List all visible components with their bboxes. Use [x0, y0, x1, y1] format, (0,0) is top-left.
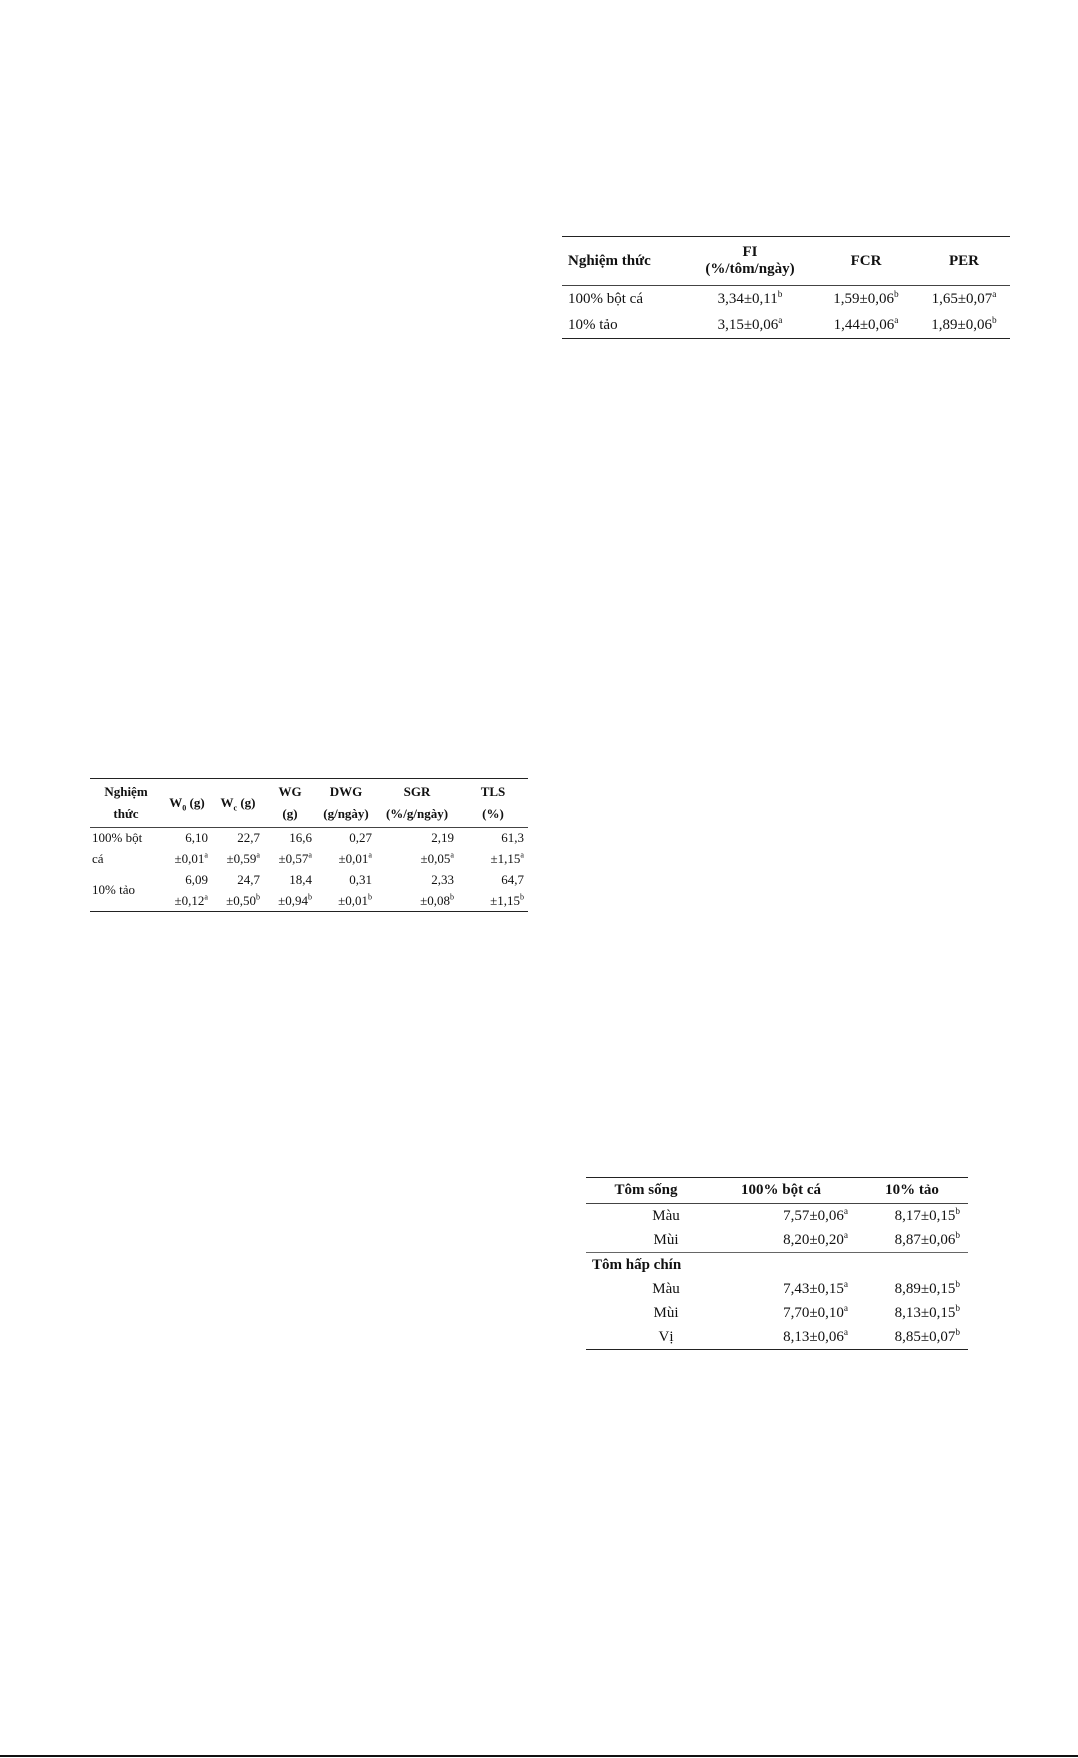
cell-fishmeal	[706, 1301, 856, 1325]
cell-sup: b	[955, 1327, 960, 1338]
cell-value: 8,89±0,15	[894, 1280, 956, 1297]
cell-value: ±0,12	[174, 892, 205, 908]
cell-sup: a	[204, 850, 208, 860]
cell-mean: 2,33	[431, 872, 454, 887]
cell-sup: b	[777, 289, 783, 300]
cell-mean: 61,3	[501, 830, 524, 846]
cell-sup: b	[894, 289, 899, 300]
cell-sup: a	[778, 315, 783, 326]
cell-mean: 18,4	[289, 872, 312, 887]
cell-sup: b	[449, 892, 454, 902]
row-label: 100% bột	[92, 830, 143, 846]
cell-fcr	[814, 286, 918, 313]
table-row	[586, 1301, 968, 1325]
header-algae: 10% tảo	[856, 1178, 968, 1204]
table-row	[586, 1277, 968, 1301]
cell-mean: 0,31	[349, 872, 372, 887]
cell-value: 1,44±0,06	[833, 316, 895, 333]
cell-fcr	[814, 312, 918, 339]
table-header-row	[90, 779, 528, 828]
cell-mean: 22,7	[237, 830, 260, 846]
header-sub: 0	[182, 803, 187, 813]
cell-mean: 24,7	[237, 872, 260, 887]
feed-efficiency-table	[562, 236, 1010, 339]
header-fi	[686, 237, 814, 286]
table-header-row	[586, 1178, 968, 1204]
table-row-mean	[90, 870, 528, 891]
header-fi-unit: (%/tôm/ngày)	[705, 261, 795, 277]
cell-sup: a	[894, 315, 899, 326]
cell-sd	[376, 891, 458, 912]
cell-algae	[856, 1325, 968, 1350]
cell-algae	[856, 1228, 968, 1253]
row-label: 100% bột cá	[568, 290, 643, 307]
cell-value: 7,70±0,10	[783, 1304, 844, 1321]
cell-value: ±0,05	[420, 851, 451, 866]
section-label-cooked: Tôm hấp chín	[586, 1253, 968, 1278]
header-line: (g)	[282, 806, 298, 821]
sensory-table	[586, 1177, 968, 1350]
cell-sup: a	[843, 1230, 848, 1241]
header-line: (g)	[237, 795, 256, 810]
row-label: Mùi	[653, 1304, 679, 1321]
cell-sup: a	[843, 1279, 848, 1290]
page-bottom-rule	[0, 1755, 1078, 1757]
cell-sd	[212, 891, 264, 912]
cell-fishmeal	[706, 1325, 856, 1350]
header-line: TLS	[480, 784, 506, 799]
cell-sup: b	[955, 1303, 960, 1314]
cell-value: 8,85±0,07	[894, 1328, 956, 1345]
header-treatment: Nghiệm thức	[562, 237, 686, 286]
cell-value: 8,20±0,20	[783, 1231, 844, 1248]
cell-value: 1,65±0,07	[931, 290, 993, 307]
cell-value: 7,57±0,06	[783, 1207, 844, 1224]
cell-fishmeal	[706, 1204, 856, 1229]
cell-sup: a	[843, 1206, 848, 1217]
cell-mean: 6,09	[185, 872, 208, 887]
cell-sup: b	[955, 1206, 960, 1217]
header-line: W	[220, 795, 234, 810]
section-row	[586, 1253, 968, 1278]
cell-sd	[162, 891, 212, 912]
cell-sup: a	[520, 850, 524, 860]
cell-sd	[458, 891, 528, 912]
table-row-mean	[90, 828, 528, 849]
cell-value: ±0,01	[174, 851, 205, 866]
cell-sup: a	[368, 850, 372, 860]
cell-sd	[264, 891, 316, 912]
header-sgr	[376, 779, 458, 828]
header-tls	[458, 779, 528, 828]
cell-sd	[316, 891, 376, 912]
cell-value: ±0,01	[338, 851, 369, 866]
cell-sup: b	[519, 892, 524, 902]
cell-fi	[686, 312, 814, 339]
table-row	[586, 1325, 968, 1350]
cell-fishmeal	[706, 1277, 856, 1301]
header-fishmeal: 100% bột cá	[706, 1178, 856, 1204]
header-line: W	[169, 795, 183, 810]
cell-value: 8,13±0,06	[783, 1328, 844, 1345]
cell-sup: a	[204, 892, 208, 902]
header-sub: c	[233, 803, 238, 813]
table-row	[562, 286, 1010, 313]
header-line: Nghiệm	[104, 784, 148, 799]
cell-sup: b	[955, 1279, 960, 1290]
row-label: Màu	[652, 1280, 680, 1297]
cell-sd	[458, 849, 528, 870]
table-row	[562, 312, 1010, 339]
cell-per	[918, 312, 1010, 339]
cell-value: ±1,15	[490, 892, 520, 908]
cell-value: ±0,57	[278, 851, 309, 866]
cell-mean: 64,7	[501, 872, 524, 887]
cell-value: 3,15±0,06	[717, 316, 779, 333]
growth-table	[90, 778, 528, 912]
row-label-cont: cá	[92, 851, 104, 866]
cell-value: 8,13±0,15	[894, 1304, 956, 1321]
cell-value: 8,17±0,15	[894, 1207, 956, 1224]
cell-mean: 2,19	[431, 830, 454, 846]
header-wc	[212, 779, 264, 828]
header-w0	[162, 779, 212, 828]
cell-sd	[212, 849, 264, 870]
cell-value: ±0,50	[226, 892, 256, 908]
header-line: SGR	[403, 784, 431, 799]
cell-sup: b	[367, 892, 372, 902]
cell-per	[918, 286, 1010, 313]
cell-sd	[376, 849, 458, 870]
cell-algae	[856, 1301, 968, 1325]
row-label: 10% tảo	[92, 882, 135, 898]
header-line: (g/ngày)	[323, 806, 369, 821]
cell-sup: b	[955, 1230, 960, 1241]
cell-value: 1,89±0,06	[931, 316, 993, 333]
cell-sup: a	[256, 850, 260, 860]
cell-value: 3,34±0,11	[717, 290, 778, 307]
header-line: thức	[113, 806, 139, 821]
row-label: Mùi	[653, 1231, 679, 1248]
cell-value: ±0,08	[420, 892, 450, 908]
row-label: 10% tảo	[568, 316, 618, 333]
cell-sup: b	[307, 892, 312, 902]
cell-algae	[856, 1277, 968, 1301]
cell-value: 7,43±0,15	[783, 1280, 844, 1297]
cell-value: 8,87±0,06	[894, 1231, 956, 1248]
header-per: PER	[918, 237, 1010, 286]
cell-sup: b	[992, 315, 997, 326]
table-header-row	[562, 237, 1010, 286]
cell-sup: a	[450, 850, 454, 860]
header-live-shrimp: Tôm sống	[586, 1178, 706, 1204]
cell-mean: 0,27	[349, 830, 372, 846]
header-line: DWG	[329, 784, 363, 799]
cell-sup: a	[843, 1303, 848, 1314]
cell-algae	[856, 1204, 968, 1229]
cell-value: ±1,15	[490, 851, 521, 866]
cell-sup: a	[843, 1327, 848, 1338]
header-fi-label: FI	[742, 244, 758, 260]
header-treatment	[90, 779, 162, 828]
header-fcr: FCR	[814, 237, 918, 286]
cell-mean: 6,10	[185, 830, 208, 846]
cell-fishmeal	[706, 1228, 856, 1253]
table-row	[586, 1228, 968, 1253]
row-label: Vị	[658, 1328, 674, 1345]
cell-value: 1,59±0,06	[833, 290, 895, 307]
header-wg	[264, 779, 316, 828]
cell-sd	[264, 849, 316, 870]
table-row	[586, 1204, 968, 1229]
header-line: (g)	[186, 795, 205, 810]
cell-sd	[316, 849, 376, 870]
cell-value: ±0,94	[278, 892, 308, 908]
cell-value: ±0,59	[226, 851, 257, 866]
header-dwg	[316, 779, 376, 828]
cell-sup: a	[308, 850, 312, 860]
table-row-sd	[90, 849, 528, 870]
cell-fi	[686, 286, 814, 313]
cell-sup: b	[255, 892, 260, 902]
cell-value: ±0,01	[338, 892, 368, 908]
header-line: (%)	[482, 806, 504, 821]
cell-mean: 16,6	[289, 830, 312, 846]
header-line: WG	[278, 784, 302, 799]
header-line: (%/g/ngày)	[385, 806, 449, 821]
cell-sd	[162, 849, 212, 870]
cell-sup: a	[992, 289, 997, 300]
row-label: Màu	[652, 1207, 680, 1224]
